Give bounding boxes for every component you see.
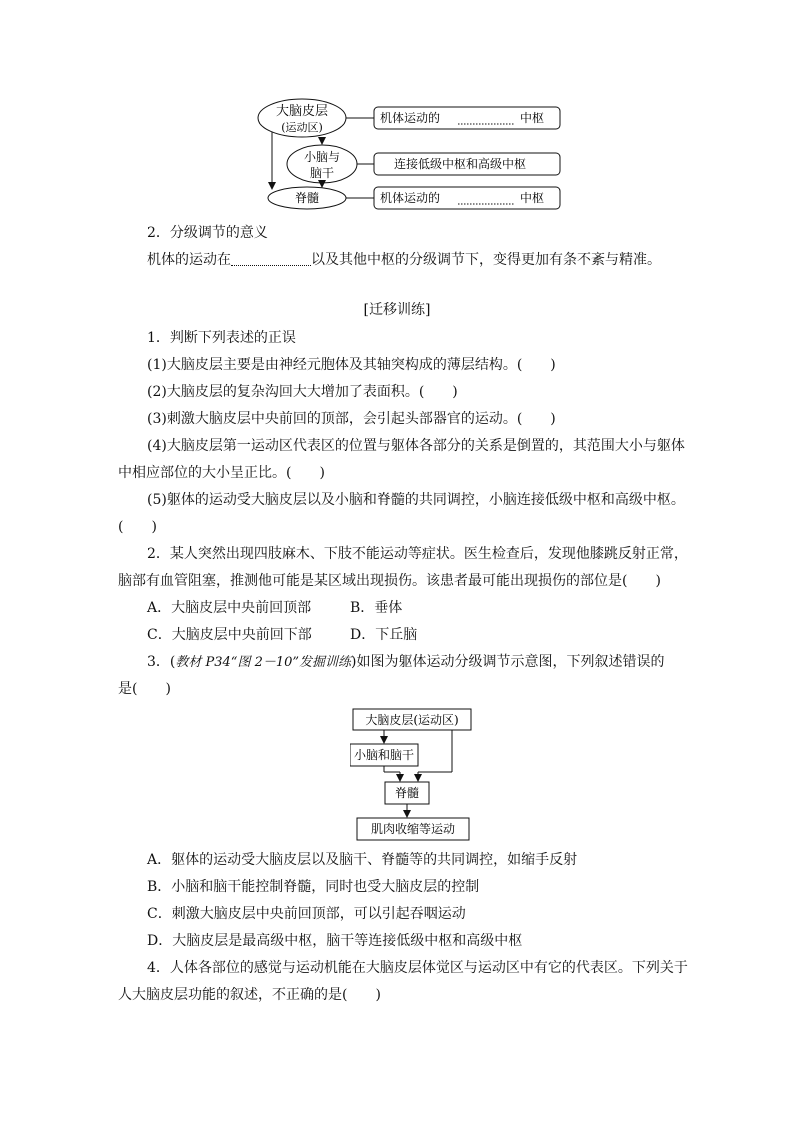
q1-item-2: (2)大脑皮层的复杂沟回大大增加了表面积。( ) bbox=[147, 384, 458, 400]
q3-muscle-label: 肌肉收缩等运动 bbox=[370, 822, 456, 836]
q1-item-5: (5)躯体的运动受大脑皮层以及小脑和脊髓的共同调控，小脑连接低级中枢和高级中枢。 bbox=[147, 492, 685, 508]
hierarchy-diagram bbox=[250, 98, 570, 216]
q3-cerebellum-label: 小脑和脑干 bbox=[353, 748, 415, 762]
section-text bbox=[147, 250, 661, 270]
q3-option-b[interactable]: B．小脑和脑干能控制脊髓，同时也受大脑皮层的控制 bbox=[147, 879, 480, 895]
box3-pre: 机体运动的 bbox=[380, 191, 441, 205]
q1-item-4-cont: 中相应部位的大小呈正比。( ) bbox=[118, 465, 325, 481]
box1-post: 中枢 bbox=[520, 111, 545, 125]
q2-stem-1: 2．某人突然出现四肢麻木、下肢不能运动等症状。医生检查后，发现他膝跳反射正常， bbox=[147, 546, 688, 562]
q3-stem-1 bbox=[147, 652, 665, 673]
cerebellum-label-2: 脑干 bbox=[309, 166, 335, 180]
cortex-label-1: 大脑皮层 bbox=[275, 104, 329, 119]
section-heading: 2．分级调节的意义 bbox=[147, 225, 268, 241]
spinal-label: 脊髓 bbox=[294, 191, 320, 205]
cerebellum-label-1: 小脑与 bbox=[303, 150, 341, 164]
answer-blank[interactable] bbox=[231, 251, 311, 266]
q1-item-5-cont: ( ) bbox=[118, 519, 157, 535]
q2-option-b[interactable]: B．垂体 bbox=[350, 600, 403, 616]
q2-option-a[interactable]: A．大脑皮层中央前回顶部 bbox=[147, 600, 312, 616]
q3-cortex-label: 大脑皮层(运动区) bbox=[365, 713, 459, 727]
q3-stem-num: 3．( bbox=[147, 654, 176, 670]
q3-option-a[interactable]: A．躯体的运动受大脑皮层以及脑干、脊髓等的共同调控，如缩手反射 bbox=[147, 852, 578, 868]
q4-stem-2: 人大脑皮层功能的叙述，不正确的是( ) bbox=[118, 987, 381, 1003]
q2-stem-2: 脑部有血管阻塞，推测他可能是某区域出现损伤。该患者最可能出现损伤的部位是( ) bbox=[118, 573, 661, 589]
q3-spinal-label: 脊髓 bbox=[394, 786, 420, 800]
q3-option-c[interactable]: C．刺激大脑皮层中央前回顶部，可以引起吞咽运动 bbox=[147, 906, 466, 922]
q3-stem-source: 教材 P34“图 2－10”发掘训练 bbox=[175, 655, 352, 670]
q3-diagram bbox=[350, 706, 480, 842]
section-text-post: 以及其他中枢的分级调节下，变得更加有条不紊与精准。 bbox=[311, 252, 661, 268]
practice-title: [迁移训练] bbox=[363, 302, 431, 318]
q1-item-4: (4)大脑皮层第一运动区代表区的位置与躯体各部分的关系是倒置的，其范围大小与躯体 bbox=[147, 438, 685, 454]
box2-text: 连接低级中枢和高级中枢 bbox=[394, 157, 527, 171]
q3-option-d[interactable]: D．大脑皮层是最高级中枢，脑干等连接低级中枢和高级中枢 bbox=[147, 933, 523, 949]
box3-post: 中枢 bbox=[520, 191, 545, 205]
q1-item-1: (1)大脑皮层主要是由神经元胞体及其轴突构成的薄层结构。( ) bbox=[147, 357, 556, 373]
q3-stem-2: 是( ) bbox=[118, 681, 171, 697]
q3-stem-rest: )如图为躯体运动分级调节示意图，下列叙述错误的 bbox=[351, 654, 665, 670]
q1-item-3: (3)刺激大脑皮层中央前回的顶部，会引起头部器官的运动。( ) bbox=[147, 411, 556, 427]
box1-pre: 机体运动的 bbox=[380, 111, 441, 125]
section-text-pre: 机体的运动在 bbox=[147, 252, 231, 268]
q2-option-c[interactable]: C．大脑皮层中央前回下部 bbox=[147, 627, 312, 643]
q2-option-d[interactable]: D．下丘脑 bbox=[350, 627, 418, 643]
cortex-label-2: (运动区) bbox=[281, 121, 323, 134]
q4-stem-1: 4．人体各部位的感觉与运动机能在大脑皮层体觉区与运动区中有它的代表区。下列关于 bbox=[147, 960, 688, 976]
q1-stem: 1．判断下列表述的正误 bbox=[147, 330, 296, 346]
